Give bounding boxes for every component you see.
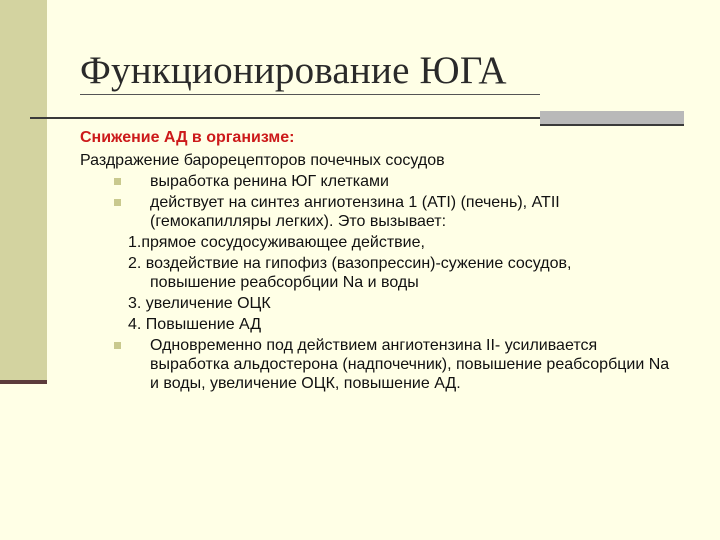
- numbered-item: [80, 233, 680, 252]
- title-underline: [80, 94, 540, 95]
- numbered-text: 4. Повышение АД: [128, 316, 262, 333]
- left-accent-underline: [0, 380, 47, 384]
- numbered-item: [80, 315, 680, 334]
- bullet-item: [80, 336, 680, 393]
- divider-accent-underline: [540, 124, 684, 126]
- intro-text: Раздражение барорецепторов почечных сосудов: [80, 152, 445, 169]
- bullet-item: [80, 193, 680, 231]
- bullet-text: выработка ренина ЮГ клетками: [150, 173, 389, 190]
- numbered-text: 1.прямое сосудосуживающее действие,: [128, 234, 425, 251]
- numbered-text: 2. воздействие на гипофиз (вазопрессин)-сужение сосудов,: [128, 255, 572, 272]
- numbered-text-continuation: повышение реабсорбции Na и воды: [150, 274, 419, 291]
- left-accent-bar: [0, 0, 47, 382]
- slide-title: Функционирование ЮГА: [80, 49, 507, 92]
- section-subtitle: Снижение АД в организме:: [80, 129, 295, 146]
- square-bullet-icon: [114, 178, 121, 185]
- numbered-item: [80, 294, 680, 313]
- bullet-item: [80, 172, 680, 191]
- numbered-item: [80, 254, 680, 292]
- bullet-text: Одновременно под действием ангиотензина II- усиливается выработка альдостерона (надпочечник), повышение реабсорбции Na и воды, увеличение ОЦК, повышение АД.: [150, 337, 670, 392]
- slide-body: [80, 128, 680, 393]
- numbered-text: 3. увеличение ОЦК: [128, 295, 271, 312]
- bullet-text: действует на синтез ангиотензина 1 (ATI) (печень), ATII (гемокапилляры легких). Это вызывает:: [150, 194, 560, 230]
- square-bullet-icon: [114, 342, 121, 349]
- divider-accent-block: [540, 111, 684, 125]
- square-bullet-icon: [114, 199, 121, 206]
